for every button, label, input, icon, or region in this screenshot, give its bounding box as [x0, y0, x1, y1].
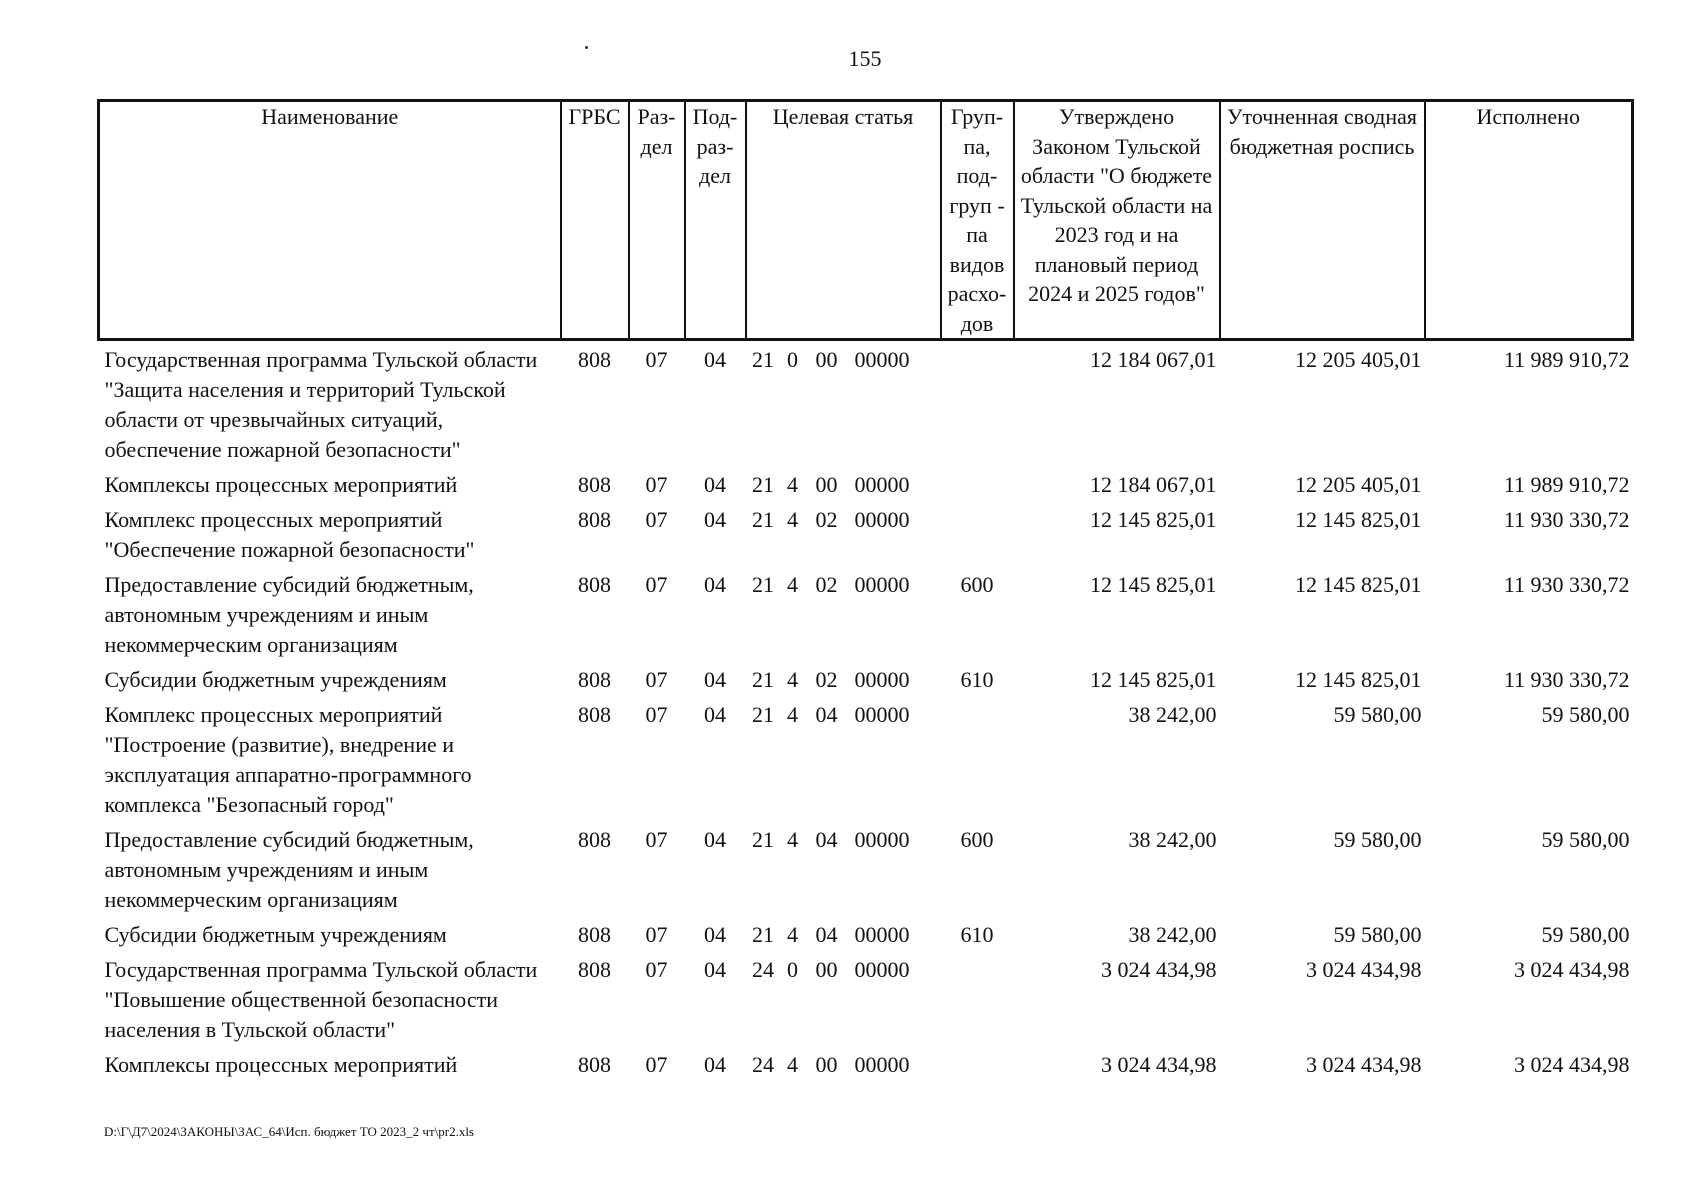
- row-grbs: 808: [578, 702, 611, 727]
- row-executed: 3 024 434,98: [1514, 957, 1630, 982]
- header-expense-group: Груп- па, под- груп - па видов расхо- дов: [941, 101, 1014, 340]
- budget-table: [97, 99, 1634, 1083]
- row-name: Субсидии бюджетным учреждениям: [104, 922, 447, 947]
- row-razdel: 07: [645, 1052, 668, 1077]
- row-podrazdel: 04: [704, 572, 726, 597]
- row-executed: 11 930 330,72: [1503, 572, 1630, 597]
- row-expense-group: [941, 468, 1014, 503]
- row-razdel: 07: [645, 572, 668, 597]
- row-executed: 11 930 330,72: [1503, 507, 1630, 532]
- row-podrazdel: 04: [704, 922, 726, 947]
- row-target-article-subprogram: 4: [787, 667, 798, 692]
- row-podrazdel: 04: [704, 1052, 726, 1077]
- row-target-article-direction: 00000: [854, 347, 910, 372]
- row-grbs: 808: [578, 957, 611, 982]
- row-target-article-main-event: 00: [815, 472, 838, 497]
- row-razdel: 07: [645, 507, 668, 532]
- row-grbs: 808: [578, 827, 611, 852]
- row-target-article-main-event: 04: [815, 702, 838, 727]
- row-name: Комплекс процессных мероприятий "Построение (развитие), внедрение и эксплуатация аппаратно-программного комплекса "Безопасный город": [104, 702, 472, 817]
- row-target-article-subprogram: 0: [787, 347, 798, 372]
- row-name: Предоставление субсидий бюджетным, автономным учреждениям и иным некоммерческим организациям: [104, 827, 474, 912]
- row-target-article-direction: 00000: [854, 472, 910, 497]
- row-target-article-program: 21: [752, 667, 774, 692]
- row-approved: 12 184 067,01: [1090, 472, 1217, 497]
- row-grbs: 808: [578, 507, 611, 532]
- row-target-article-program: 24: [752, 957, 774, 982]
- table-header: [99, 101, 1633, 340]
- row-expense-group: [941, 698, 1014, 823]
- row-target-article-direction: 00000: [854, 507, 910, 532]
- row-grbs: 808: [578, 472, 611, 497]
- row-grbs: 808: [578, 347, 611, 372]
- row-expense-group: 610: [960, 922, 994, 947]
- row-razdel: 07: [645, 957, 668, 982]
- row-target-article-main-event: 02: [815, 667, 838, 692]
- row-refined: 59 580,00: [1333, 922, 1422, 947]
- footer-file-path: D:\Г\Д7\2024\ЗАКОНЫ\ЗАС_64\Исп. бюджет ТО 2023_2 чт\pr2.xls: [104, 1124, 474, 1139]
- row-target-article-direction: 00000: [854, 957, 910, 982]
- row-refined: 12 145 825,01: [1295, 507, 1422, 532]
- row-executed: 59 580,00: [1541, 702, 1630, 727]
- row-expense-group: [941, 953, 1014, 1048]
- row-target-article-direction: 00000: [854, 922, 910, 947]
- row-approved: 12 145 825,01: [1090, 572, 1217, 597]
- row-expense-group: 610: [960, 667, 994, 692]
- row-approved: 3 024 434,98: [1101, 957, 1217, 982]
- row-target-article-subprogram: 4: [787, 507, 798, 532]
- row-podrazdel: 04: [704, 702, 726, 727]
- table-row: [99, 468, 1633, 503]
- table-row: [99, 503, 1633, 568]
- row-approved: 38 242,00: [1128, 702, 1217, 727]
- row-executed: 3 024 434,98: [1514, 1052, 1630, 1077]
- row-podrazdel: 04: [704, 507, 726, 532]
- row-target-article-main-event: 04: [815, 827, 838, 852]
- row-approved: 12 145 825,01: [1090, 507, 1217, 532]
- row-approved: 12 145 825,01: [1090, 667, 1217, 692]
- row-target-article-program: 21: [752, 922, 774, 947]
- row-grbs: 808: [578, 1052, 611, 1077]
- row-name: Комплексы процессных мероприятий: [104, 1052, 458, 1077]
- table-row: [99, 698, 1633, 823]
- header-podrazdel: Под- раз- дел: [685, 101, 746, 340]
- row-razdel: 07: [645, 827, 668, 852]
- row-name: Предоставление субсидий бюджетным, автономным учреждениям и иным некоммерческим организациям: [104, 572, 474, 657]
- table-row: [99, 1048, 1633, 1083]
- row-target-article-main-event: 02: [815, 507, 838, 532]
- table-row: [99, 918, 1633, 953]
- row-refined: 59 580,00: [1333, 827, 1422, 852]
- row-expense-group: [941, 1048, 1014, 1083]
- row-approved: 38 242,00: [1128, 827, 1217, 852]
- row-grbs: 808: [578, 667, 611, 692]
- row-target-article-program: 21: [752, 702, 774, 727]
- row-target-article-direction: 00000: [854, 702, 910, 727]
- row-name: Субсидии бюджетным учреждениям: [104, 667, 447, 692]
- row-target-article-subprogram: 4: [787, 922, 798, 947]
- header-target-article: Целевая статья: [746, 101, 941, 340]
- table-row: [99, 953, 1633, 1048]
- row-expense-group: [941, 503, 1014, 568]
- row-razdel: 07: [645, 472, 668, 497]
- header-refined: Уточненная сводная бюджетная роспись: [1220, 101, 1425, 340]
- row-refined: 12 205 405,01: [1295, 347, 1422, 372]
- row-approved: 3 024 434,98: [1101, 1052, 1217, 1077]
- row-name: Государственная программа Тульской области "Защита населения и территорий Тульской области от чрезвычайных ситуаций, обеспечение пожарной безопасности": [104, 347, 538, 462]
- row-name: Комплексы процессных мероприятий: [104, 472, 458, 497]
- row-target-article-direction: 00000: [854, 667, 910, 692]
- row-razdel: 07: [645, 347, 668, 372]
- row-name: Государственная программа Тульской области "Повышение общественной безопасности населения в Тульской области": [104, 957, 538, 1042]
- row-target-article-main-event: 00: [815, 957, 838, 982]
- row-podrazdel: 04: [704, 957, 726, 982]
- row-target-article-subprogram: 4: [787, 572, 798, 597]
- table-row: [99, 663, 1633, 698]
- row-target-article-subprogram: 0: [787, 957, 798, 982]
- row-podrazdel: 04: [704, 472, 726, 497]
- row-razdel: 07: [645, 702, 668, 727]
- row-razdel: 07: [645, 667, 668, 692]
- header-razdel: Раз- дел: [629, 101, 685, 340]
- row-approved: 12 184 067,01: [1090, 347, 1217, 372]
- row-target-article-main-event: 02: [815, 572, 838, 597]
- row-target-article-program: 21: [752, 507, 774, 532]
- table-row: [99, 568, 1633, 663]
- row-target-article-subprogram: 4: [787, 827, 798, 852]
- row-target-article-program: 21: [752, 827, 774, 852]
- row-target-article-subprogram: 4: [787, 1052, 798, 1077]
- scan-speck: [585, 46, 588, 49]
- row-refined: 12 145 825,01: [1295, 667, 1422, 692]
- row-target-article-subprogram: 4: [787, 702, 798, 727]
- row-razdel: 07: [645, 922, 668, 947]
- page-number: 155: [848, 46, 882, 71]
- table-row: [99, 823, 1633, 918]
- row-target-article-main-event: 00: [815, 347, 838, 372]
- row-podrazdel: 04: [704, 827, 726, 852]
- row-refined: 12 205 405,01: [1295, 472, 1422, 497]
- row-podrazdel: 04: [704, 667, 726, 692]
- row-target-article-direction: 00000: [854, 1052, 910, 1077]
- row-expense-group: 600: [960, 827, 994, 852]
- header-approved: Утверждено Законом Тульской области "О бюджете Тульской области на 2023 год и на плановый период 2024 и 2025 годов": [1014, 101, 1220, 340]
- row-grbs: 808: [578, 922, 611, 947]
- row-name: Комплекс процессных мероприятий "Обеспечение пожарной безопасности": [104, 507, 475, 562]
- row-target-article-program: 24: [752, 1052, 774, 1077]
- row-expense-group: 600: [960, 572, 994, 597]
- header-grbs: ГРБС: [561, 101, 629, 340]
- row-target-article-direction: 00000: [854, 572, 910, 597]
- row-target-article-main-event: 00: [815, 1052, 838, 1077]
- row-target-article-program: 21: [752, 472, 774, 497]
- header-name: Наименование: [99, 101, 561, 340]
- row-target-article-main-event: 04: [815, 922, 838, 947]
- header-executed: Исполнено: [1425, 101, 1633, 340]
- row-executed: 11 989 910,72: [1503, 347, 1630, 372]
- row-executed: 11 930 330,72: [1503, 667, 1630, 692]
- row-executed: 59 580,00: [1541, 827, 1630, 852]
- table-row: [99, 340, 1633, 469]
- row-target-article-program: 21: [752, 347, 774, 372]
- row-refined: 12 145 825,01: [1295, 572, 1422, 597]
- row-target-article-subprogram: 4: [787, 472, 798, 497]
- row-expense-group: [941, 340, 1014, 469]
- row-executed: 11 989 910,72: [1503, 472, 1630, 497]
- row-refined: 59 580,00: [1333, 702, 1422, 727]
- row-executed: 59 580,00: [1541, 922, 1630, 947]
- row-refined: 3 024 434,98: [1306, 957, 1422, 982]
- row-target-article-direction: 00000: [854, 827, 910, 852]
- table-body: [99, 340, 1633, 1084]
- row-target-article-program: 21: [752, 572, 774, 597]
- row-grbs: 808: [578, 572, 611, 597]
- row-approved: 38 242,00: [1128, 922, 1217, 947]
- row-podrazdel: 04: [704, 347, 726, 372]
- row-refined: 3 024 434,98: [1306, 1052, 1422, 1077]
